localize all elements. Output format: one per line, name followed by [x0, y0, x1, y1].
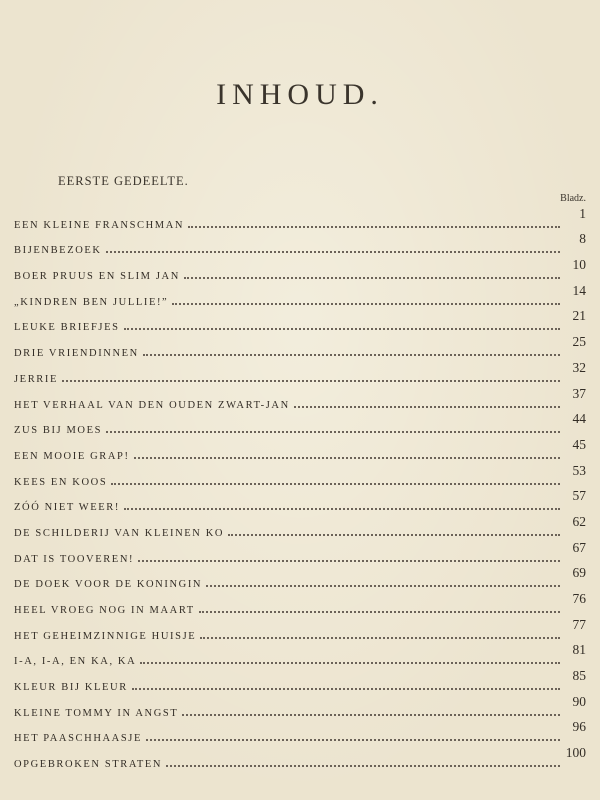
toc-entry — [14, 744, 586, 770]
toc-entry — [14, 333, 586, 359]
toc-entry-page: 8 — [579, 231, 586, 247]
dot-leader — [182, 714, 560, 716]
toc-entry-title: ZUS BIJ MOES — [14, 425, 103, 437]
toc-entry-title: DRIE VRIENDINNEN — [14, 348, 139, 360]
page-title: INHOUD. — [216, 78, 384, 111]
toc-entry — [14, 205, 586, 231]
toc-entry-title: HET VERHAAL VAN DEN OUDEN ZWART-JAN — [14, 399, 290, 411]
toc-entry-title: EEN MOOIE GRAP! — [14, 450, 130, 462]
toc-entry-page: 85 — [572, 668, 586, 684]
dot-leader — [62, 380, 560, 382]
toc-entry — [14, 565, 586, 591]
toc-entry — [14, 719, 586, 745]
toc-entry — [14, 488, 586, 514]
dot-leader — [111, 483, 560, 485]
toc-entry — [14, 642, 586, 668]
toc-entry-page: 25 — [572, 334, 586, 350]
toc-entry-page: 1 — [579, 205, 586, 221]
table-of-contents — [14, 205, 586, 770]
dot-leader — [200, 637, 560, 639]
toc-entry — [14, 667, 586, 693]
toc-entry — [14, 359, 586, 385]
toc-entry-title: LEUKE BRIEFJES — [14, 322, 120, 334]
toc-entry-page: 32 — [572, 359, 586, 375]
toc-entry-title: KLEUR BIJ KLEUR — [14, 682, 128, 694]
toc-entry — [14, 308, 586, 334]
toc-entry — [14, 616, 586, 642]
toc-entry-page: 96 — [572, 719, 586, 735]
toc-entry-page: 44 — [572, 411, 586, 427]
toc-entry-title: DAT IS TOOVEREN! — [14, 553, 135, 565]
toc-entry-title: „KINDREN BEN JULLIE!” — [14, 296, 169, 308]
dot-leader — [138, 560, 560, 562]
toc-entry — [14, 513, 586, 539]
toc-entry — [14, 256, 586, 282]
dot-leader — [188, 226, 560, 228]
toc-entry-title: HEEL VROEG NOG IN MAART — [14, 605, 195, 616]
toc-entry-page: 57 — [572, 488, 586, 504]
toc-entry — [14, 385, 586, 411]
toc-entry-title: DE DOEK VOOR DE KONINGIN — [14, 579, 203, 591]
dot-leader — [143, 354, 560, 356]
toc-entry-page: 81 — [572, 642, 586, 658]
toc-entry — [14, 462, 586, 488]
toc-entry-page: 21 — [572, 308, 586, 324]
toc-entry-page: 77 — [572, 616, 586, 632]
toc-entry-title: KEES EN KOOS — [14, 476, 108, 488]
toc-entry-title: I-A, I-A, EN KA, KA — [14, 656, 137, 668]
toc-entry-title: HET GEHEIMZINNIGE HUISJE — [14, 630, 197, 642]
dot-leader — [294, 406, 560, 408]
section-heading: EERSTE GEDEELTE. — [58, 174, 189, 188]
toc-entry-title: ZÓÓ NIET WEER! — [14, 502, 120, 514]
toc-entry-title: HET PAASCHHAASJE — [14, 733, 143, 745]
toc-entry-title: BIJENBEZOEK — [14, 245, 102, 257]
dot-leader — [172, 303, 560, 305]
toc-entry-page: 100 — [565, 745, 586, 761]
dot-leader — [140, 662, 560, 664]
toc-entry — [14, 411, 586, 437]
toc-entry-page: 76 — [572, 591, 586, 606]
toc-entry — [14, 282, 586, 308]
toc-entry-page: 14 — [572, 282, 586, 298]
toc-entry-title: BOER PRUUS EN SLIM JAN — [14, 271, 180, 283]
dot-leader — [106, 251, 560, 253]
toc-entry-title: JERRIE — [14, 373, 59, 385]
toc-entry-title: KLEINE TOMMY IN ANGST — [14, 707, 179, 719]
toc-entry — [14, 693, 586, 719]
toc-entry-page: 37 — [572, 385, 586, 401]
dot-leader — [199, 611, 560, 613]
toc-entry-page: 62 — [572, 513, 586, 529]
dot-leader — [184, 277, 560, 279]
toc-entry-page: 67 — [572, 539, 586, 555]
dot-leader — [206, 585, 560, 587]
dot-leader — [228, 534, 560, 536]
dot-leader — [166, 765, 560, 767]
toc-entry — [14, 436, 586, 462]
page-column-header: Bladz. — [560, 193, 586, 204]
toc-entry-page: 90 — [572, 693, 586, 709]
toc-entry — [14, 590, 586, 616]
toc-entry-page: 10 — [572, 257, 586, 273]
toc-entry-page: 53 — [572, 462, 586, 478]
dot-leader — [132, 688, 560, 690]
toc-entry-title: DE SCHILDERIJ VAN KLEINEN KO — [14, 527, 225, 539]
toc-entry-page: 45 — [572, 436, 586, 452]
toc-entry-page: 69 — [572, 565, 586, 581]
dot-leader — [124, 508, 560, 510]
dot-leader — [106, 431, 560, 433]
toc-entry-title: EEN KLEINE FRANSCHMAN — [14, 219, 185, 231]
dot-leader — [134, 457, 560, 459]
toc-entry — [14, 231, 586, 257]
dot-leader — [124, 328, 560, 330]
dot-leader — [146, 739, 560, 741]
toc-entry — [14, 539, 586, 565]
toc-entry-title: OPGEBROKEN STRATEN — [14, 759, 163, 771]
